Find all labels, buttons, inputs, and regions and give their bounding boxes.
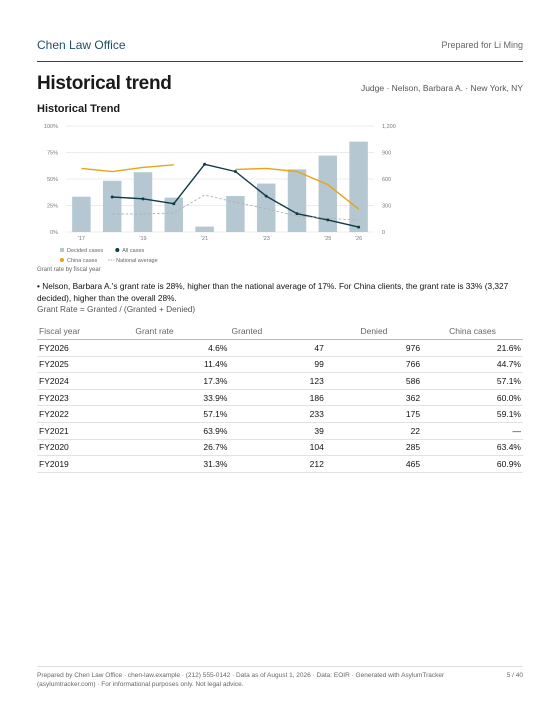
col-granted: Granted [229,322,325,340]
table-row [37,389,523,406]
judge-line: Judge · Nelson, Barbara A. · New York, NY [360,83,523,93]
legend-label: All cases [122,248,145,254]
bar-decided-cases [288,169,306,232]
cell-fiscal-year: FY2020 [37,439,133,456]
cell-denied: 22 [326,422,422,439]
cell-china-cases: 59.1% [422,406,523,423]
legend-swatch [115,248,119,252]
cell-grant-rate: 11.4% [133,356,229,373]
chart-caption: Grant rate by fiscal year [37,267,101,273]
table-row [37,439,523,456]
grant-rate-formula: Grant Rate = Granted / (Granted + Denied) [37,304,196,314]
firm-name: Chen Law Office [37,38,126,52]
page-title: Historical trend [37,73,172,94]
x-tick-label: '26 [355,236,363,242]
cell-fiscal-year: FY2022 [37,406,133,423]
cell-granted: 123 [229,373,325,390]
legend-label: National average [116,258,158,264]
y-left-tick-label: 75% [46,150,58,157]
cell-fiscal-year: FY2023 [37,389,133,406]
table-row [37,422,523,439]
x-tick-label: '25 [324,236,332,242]
col-denied: Denied [326,322,422,340]
cell-fiscal-year: FY2025 [37,356,133,373]
table-row [37,456,523,473]
point-all-cases [172,202,175,205]
x-tick-label: '23 [262,236,270,242]
bar-decided-cases [195,227,213,232]
table-row [37,356,523,373]
bar-decided-cases [226,196,244,232]
point-all-cases [357,226,360,229]
cell-denied: 175 [326,406,422,423]
y-right-tick-label: 600 [382,177,392,183]
cell-granted: 186 [229,389,325,406]
cell-denied: 976 [326,340,422,357]
table-row [37,406,523,423]
col-china-cases: China cases [422,322,523,340]
cell-china-cases: 63.4% [422,439,523,456]
col-fiscal-year: Fiscal year [37,322,133,340]
report-footer [37,666,523,689]
legend-swatch [60,258,64,262]
section-title: Historical Trend [37,103,121,115]
cell-granted: 212 [229,456,325,473]
line-china-cases [81,165,358,209]
cell-grant-rate: 57.1% [133,406,229,423]
y-left-tick-label: 100% [43,124,58,130]
cell-granted: 233 [229,406,325,423]
point-all-cases [234,170,237,173]
cell-china-cases: 60.0% [422,389,523,406]
x-tick-label: '21 [201,236,209,242]
cell-grant-rate: 17.3% [133,373,229,390]
prepared-for: Prepared for Li Ming [441,40,523,50]
cell-granted: 47 [229,340,325,357]
table-row [37,373,523,390]
cell-grant-rate: 4.6% [133,340,229,357]
bar-decided-cases [72,197,90,232]
cell-fiscal-year: FY2024 [37,373,133,390]
cell-fiscal-year: FY2021 [37,422,133,439]
cell-china-cases: — [422,422,523,439]
legend-label: Decided cases [67,248,104,254]
y-left-tick-label: 50% [46,177,58,183]
col-grant-rate: Grant rate [133,322,229,340]
legend-label: China cases [67,258,98,264]
trend-table [37,322,523,473]
table-row [37,340,523,357]
footer-text: Prepared by Chen Law Office · chen-law.example · (212) 555-0142 · Data as of August 1, 2026 · Data: EOIR · Generated with AsylumTracker (asylumtracker.com) · For informational purposes only. Not legal advice. [37,672,445,688]
cell-grant-rate: 31.3% [133,456,229,473]
x-tick-label: '17 [77,236,85,242]
cell-grant-rate: 33.9% [133,389,229,406]
cell-denied: 766 [326,356,422,373]
historical-trend-chart [30,118,410,266]
bar-decided-cases [134,172,152,232]
table-header-row [37,322,523,340]
y-right-tick-label: 300 [382,203,392,210]
legend-swatch [60,248,64,252]
cell-denied: 586 [326,373,422,390]
cell-china-cases: 57.1% [422,373,523,390]
cell-fiscal-year: FY2019 [37,456,133,473]
y-left-tick-label: 0% [50,230,58,236]
y-right-tick-label: 1,200 [382,124,396,130]
point-all-cases [111,196,114,199]
point-all-cases [142,197,145,200]
point-all-cases [296,212,299,215]
point-all-cases [203,163,206,166]
y-right-tick-label: 900 [382,150,392,157]
cell-china-cases: 44.7% [422,356,523,373]
cell-fiscal-year: FY2026 [37,340,133,357]
x-tick-label: '19 [139,236,147,242]
point-all-cases [326,218,329,221]
y-right-tick-label: 0 [382,230,386,236]
cell-denied: 285 [326,439,422,456]
cell-grant-rate: 63.9% [133,422,229,439]
cell-denied: 362 [326,389,422,406]
cell-granted: 99 [229,356,325,373]
page-number: 5 / 40 [506,672,523,679]
cell-china-cases: 60.9% [422,456,523,473]
summary-text: • Nelson, Barbara A.'s grant rate is 28%, higher than the national average of 17%. For China clients, the grant rate is 33% (3,327 decided), higher than the overall 28%. [37,281,509,303]
cell-granted: 104 [229,439,325,456]
point-all-cases [265,195,268,198]
y-left-tick-label: 25% [46,203,58,210]
bar-decided-cases [349,142,367,232]
report-header [37,36,523,62]
cell-grant-rate: 26.7% [133,439,229,456]
cell-granted: 39 [229,422,325,439]
bar-decided-cases [103,181,121,232]
cell-china-cases: 21.6% [422,340,523,357]
cell-denied: 465 [326,456,422,473]
